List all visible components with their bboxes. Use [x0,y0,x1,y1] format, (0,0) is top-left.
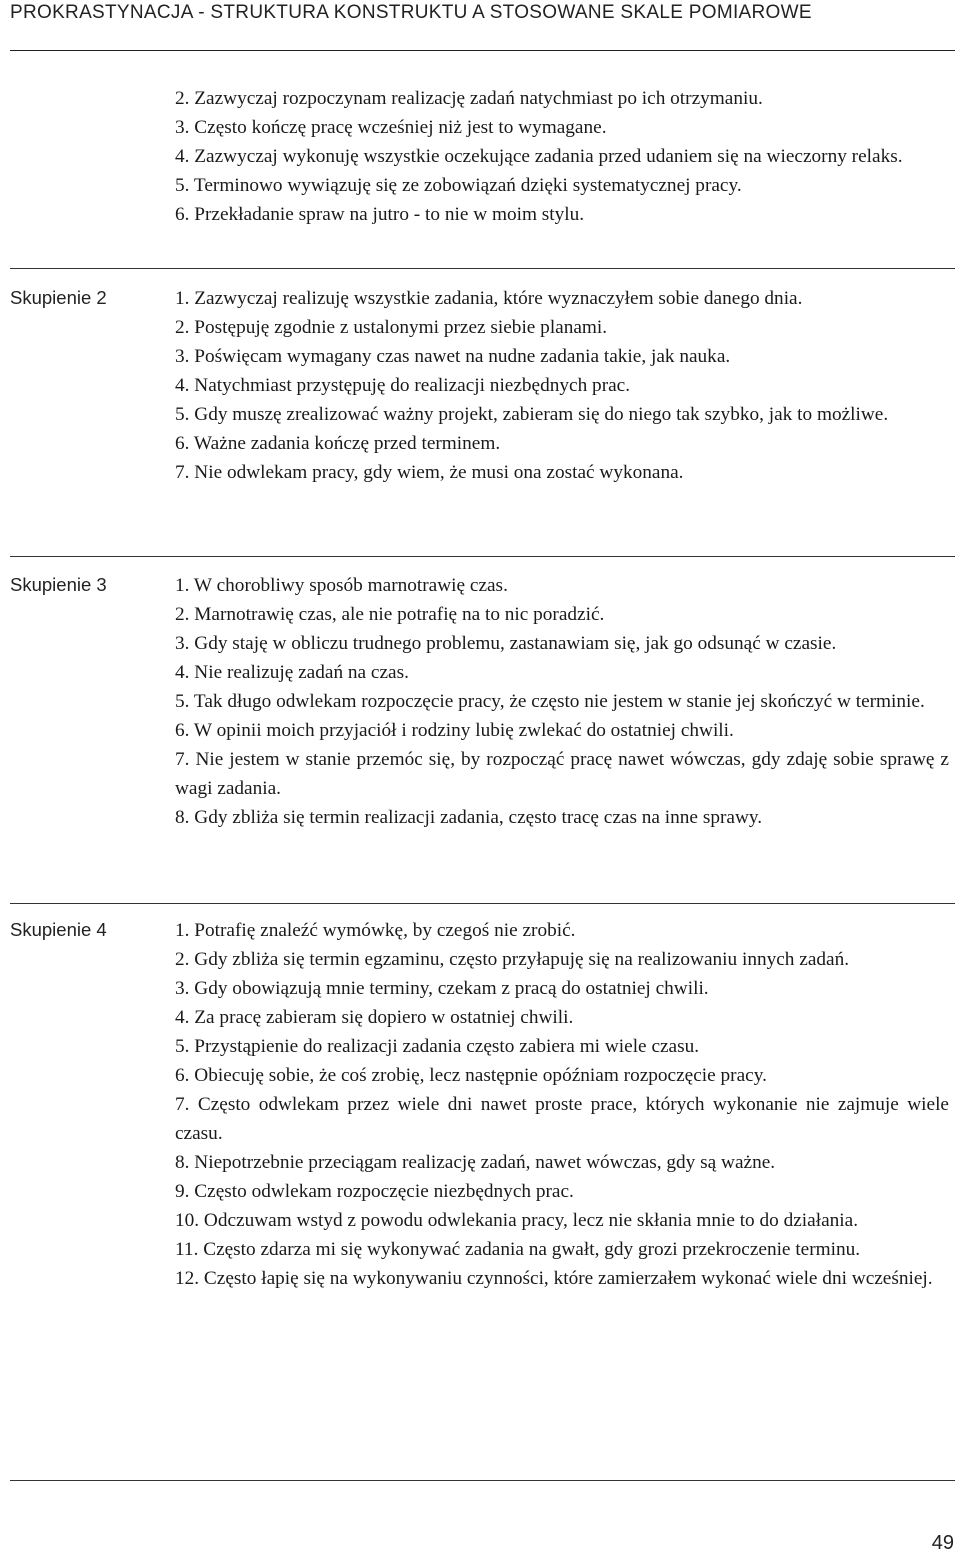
list-item: 2. Postępuję zgodnie z ustalonymi przez siebie planami. [175,317,608,338]
section-divider [10,903,955,904]
list-item: 11. Często zdarza mi się wykonywać zadania na gwałt, gdy grozi przekroczenie terminu. [175,1239,861,1260]
section-divider [10,1480,955,1481]
item-list [175,916,949,1293]
list-item: 2. Zazwyczaj rozpoczynam realizację zadań natychmiast po ich otrzymaniu. [175,88,763,109]
list-item: 3. Poświęcam wymagany czas nawet na nudne zadania takie, jak nauka. [175,346,731,367]
list-item: 9. Często odwlekam rozpoczęcie niezbędnych prac. [175,1181,574,1202]
list-item: 7. Nie odwlekam pracy, gdy wiem, że musi ona zostać wykonana. [175,462,684,483]
list-item: 5. Terminowo wywiązuję się ze zobowiązań dzięki systematycznej pracy. [175,175,742,196]
page-number: 49 [931,1532,954,1554]
list-item: 1. Zazwyczaj realizuję wszystkie zadania, które wyznaczyłem sobie danego dnia. [175,288,803,309]
list-item: 3. Często kończę pracę wcześniej niż jest to wymagane. [175,117,607,138]
list-item: 4. Natychmiast przystępuję do realizacji niezbędnych prac. [175,375,631,396]
item-list [175,84,949,229]
list-item: 6. Obiecuję sobie, że coś zrobię, lecz następnie opóźniam rozpoczęcie pracy. [175,1065,767,1086]
item-list [175,571,949,832]
list-item: 6. W opinii moich przyjaciół i rodziny lubię zwlekać do ostatniej chwili. [175,720,734,741]
list-item: 6. Ważne zadania kończę przed terminem. [175,433,501,454]
list-item: 3. Gdy obowiązują mnie terminy, czekam z pracą do ostatniej chwili. [175,978,709,999]
list-item: 5. Gdy muszę zrealizować ważny projekt, zabieram się do niego tak szybko, jak to możliwe. [175,404,889,425]
list-item: 12. Często łapię się na wykonywaniu czynności, które zamierzałem wykonać wiele dni wcześniej. [175,1268,933,1289]
list-item: 4. Za pracę zabieram się dopiero w ostatniej chwili. [175,1007,574,1028]
list-item: 5. Tak długo odwlekam rozpoczęcie pracy, że często nie jestem w stanie jej skończyć w terminie. [175,691,925,712]
header-rule [10,50,955,51]
list-item: 1. Potrafię znaleźć wymówkę, by czegoś nie zrobić. [175,920,576,941]
list-item: 1. W chorobliwy sposób marnotrawię czas. [175,575,508,596]
item-list [175,284,949,487]
section-divider [10,556,955,557]
list-item: 8. Gdy zbliża się termin realizacji zadania, często tracę czas na inne sprawy. [175,807,763,828]
list-item: 2. Marnotrawię czas, ale nie potrafię na to nic poradzić. [175,604,605,625]
cluster-label: Skupienie 2 [10,287,107,308]
list-item: 5. Przystąpienie do realizacji zadania często zabiera mi wiele czasu. [175,1036,700,1057]
section-divider [10,268,955,269]
list-item: 6. Przekładanie spraw na jutro - to nie w moim stylu. [175,204,585,225]
list-item: 7. Często odwlekam przez wiele dni nawet proste prace, których wykonanie nie zajmuje wiele czasu. [175,1094,949,1144]
list-item: 7. Nie jestem w stanie przemóc się, by rozpocząć pracę nawet wówczas, gdy zdaję sobie sprawę z wagi zadania. [175,749,949,799]
list-item: 4. Nie realizuję zadań na czas. [175,662,409,683]
list-item: 8. Niepotrzebnie przeciągam realizację zadań, nawet wówczas, gdy są ważne. [175,1152,776,1173]
cluster-label: Skupienie 3 [10,574,107,595]
list-item: 4. Zazwyczaj wykonuję wszystkie oczekujące zadania przed udaniem się na wieczorny relaks. [175,146,903,167]
list-item: 3. Gdy staję w obliczu trudnego problemu, zastanawiam się, jak go odsunąć w czasie. [175,633,837,654]
running-title: PROKRASTYNACJA - STRUKTURA KONSTRUKTU A STOSOWANE SKALE POMIAROWE [10,2,812,23]
cluster-label: Skupienie 4 [10,919,107,940]
list-item: 10. Odczuwam wstyd z powodu odwlekania pracy, lecz nie skłania mnie to do działania. [175,1210,859,1231]
list-item: 2. Gdy zbliża się termin egzaminu, często przyłapuję się na realizowaniu innych zadań. [175,949,850,970]
